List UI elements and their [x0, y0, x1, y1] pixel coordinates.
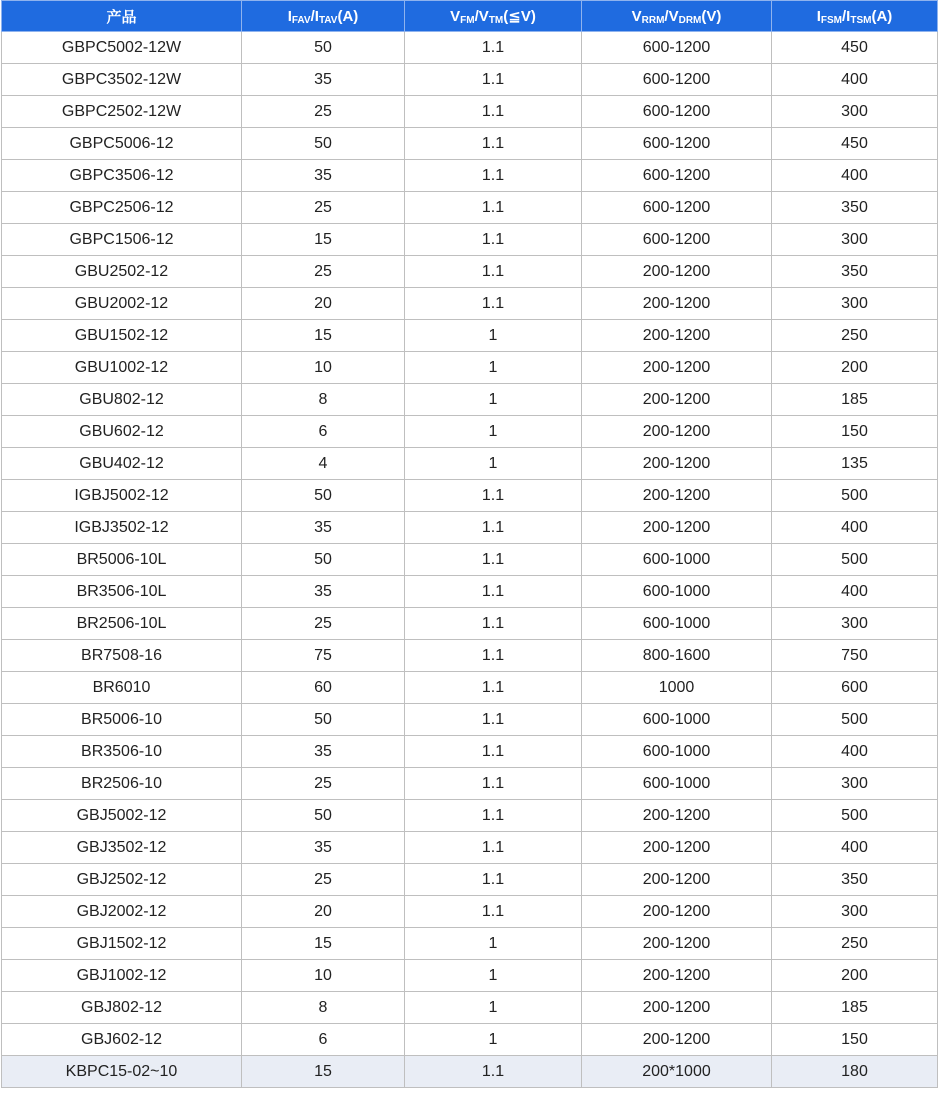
- table-row: [2, 256, 938, 288]
- table-row: [2, 160, 938, 192]
- product-cell: KBPC15-02~10: [2, 1056, 242, 1088]
- reverse-voltage-cell: 600-1200: [582, 128, 772, 160]
- product-cell: GBU1502-12: [2, 320, 242, 352]
- forward-voltage-cell: 1.1: [405, 832, 582, 864]
- product-cell: BR3506-10L: [2, 576, 242, 608]
- reverse-voltage-cell: 200-1200: [582, 384, 772, 416]
- surge-current-cell: 250: [772, 928, 938, 960]
- forward-voltage-cell: 1.1: [405, 768, 582, 800]
- reverse-voltage-cell: 600-1200: [582, 64, 772, 96]
- average-current-cell: 15: [242, 320, 405, 352]
- product-cell: GBU802-12: [2, 384, 242, 416]
- product-cell: BR3506-10: [2, 736, 242, 768]
- surge-current-cell: 600: [772, 672, 938, 704]
- product-cell: GBJ1502-12: [2, 928, 242, 960]
- product-spec-table: [1, 0, 938, 1088]
- surge-current-cell: 250: [772, 320, 938, 352]
- reverse-voltage-cell: 600-1000: [582, 704, 772, 736]
- header-average-current: $I_{FAV}/I_{TAV}(A)$: [242, 1, 405, 32]
- forward-voltage-cell: 1.1: [405, 896, 582, 928]
- average-current-cell: 60: [242, 672, 405, 704]
- surge-current-cell: 500: [772, 704, 938, 736]
- average-current-cell: 15: [242, 224, 405, 256]
- table-row: [2, 96, 938, 128]
- product-cell: GBPC5006-12: [2, 128, 242, 160]
- surge-current-cell: 500: [772, 544, 938, 576]
- average-current-cell: 35: [242, 160, 405, 192]
- surge-current-cell: 350: [772, 864, 938, 896]
- average-current-cell: 35: [242, 512, 405, 544]
- table-row: [2, 32, 938, 64]
- table-row: [2, 800, 938, 832]
- reverse-voltage-cell: 200-1200: [582, 320, 772, 352]
- forward-voltage-cell: 1.1: [405, 576, 582, 608]
- table-row: [2, 704, 938, 736]
- average-current-cell: 25: [242, 608, 405, 640]
- reverse-voltage-cell: 200*1000: [582, 1056, 772, 1088]
- average-current-cell: 50: [242, 128, 405, 160]
- product-cell: GBU402-12: [2, 448, 242, 480]
- table-row: [2, 512, 938, 544]
- average-current-cell: 25: [242, 256, 405, 288]
- average-current-cell: 35: [242, 832, 405, 864]
- forward-voltage-cell: 1.1: [405, 704, 582, 736]
- forward-voltage-cell: 1: [405, 928, 582, 960]
- reverse-voltage-cell: 200-1200: [582, 864, 772, 896]
- reverse-voltage-cell: 600-1200: [582, 160, 772, 192]
- forward-voltage-cell: 1.1: [405, 32, 582, 64]
- table-row: [2, 480, 938, 512]
- product-cell: GBU602-12: [2, 416, 242, 448]
- surge-current-cell: 450: [772, 32, 938, 64]
- reverse-voltage-cell: 200-1200: [582, 960, 772, 992]
- product-cell: GBU2502-12: [2, 256, 242, 288]
- forward-voltage-cell: 1: [405, 1024, 582, 1056]
- average-current-cell: 25: [242, 864, 405, 896]
- reverse-voltage-cell: 200-1200: [582, 352, 772, 384]
- forward-voltage-cell: 1.1: [405, 224, 582, 256]
- product-cell: BR7508-16: [2, 640, 242, 672]
- reverse-voltage-cell: 200-1200: [582, 288, 772, 320]
- table-row: [2, 928, 938, 960]
- average-current-cell: 20: [242, 896, 405, 928]
- table-row: [2, 544, 938, 576]
- product-cell: GBJ5002-12: [2, 800, 242, 832]
- table-row: [2, 448, 938, 480]
- product-cell: GBU1002-12: [2, 352, 242, 384]
- forward-voltage-cell: 1: [405, 320, 582, 352]
- forward-voltage-cell: 1.1: [405, 480, 582, 512]
- surge-current-cell: 200: [772, 960, 938, 992]
- forward-voltage-cell: 1.1: [405, 288, 582, 320]
- table-row: [2, 1024, 938, 1056]
- surge-current-cell: 150: [772, 1024, 938, 1056]
- surge-current-cell: 400: [772, 64, 938, 96]
- table-row: [2, 384, 938, 416]
- table-row: [2, 640, 938, 672]
- reverse-voltage-cell: 600-1200: [582, 96, 772, 128]
- reverse-voltage-cell: 200-1200: [582, 896, 772, 928]
- forward-voltage-cell: 1.1: [405, 160, 582, 192]
- reverse-voltage-cell: 200-1200: [582, 992, 772, 1024]
- surge-current-cell: 400: [772, 832, 938, 864]
- forward-voltage-cell: 1: [405, 384, 582, 416]
- header-surge-current: $I_{FSM}/I_{TSM}(A)$: [772, 1, 938, 32]
- forward-voltage-cell: 1: [405, 416, 582, 448]
- reverse-voltage-cell: 200-1200: [582, 800, 772, 832]
- table-row: [2, 192, 938, 224]
- surge-current-cell: 135: [772, 448, 938, 480]
- product-cell: GBJ1002-12: [2, 960, 242, 992]
- reverse-voltage-cell: 600-1000: [582, 576, 772, 608]
- average-current-cell: 25: [242, 768, 405, 800]
- header-forward-voltage: $V_{FM}/V_{TM}(≦V)$: [405, 1, 582, 32]
- average-current-cell: 8: [242, 992, 405, 1024]
- surge-current-cell: 350: [772, 192, 938, 224]
- product-cell: GBJ3502-12: [2, 832, 242, 864]
- average-current-cell: 35: [242, 64, 405, 96]
- product-cell: GBPC3506-12: [2, 160, 242, 192]
- reverse-voltage-cell: 200-1200: [582, 416, 772, 448]
- surge-current-cell: 400: [772, 736, 938, 768]
- surge-current-cell: 400: [772, 160, 938, 192]
- average-current-cell: 35: [242, 576, 405, 608]
- average-current-cell: 15: [242, 928, 405, 960]
- surge-current-cell: 750: [772, 640, 938, 672]
- product-cell: BR5006-10L: [2, 544, 242, 576]
- product-cell: GBU2002-12: [2, 288, 242, 320]
- table-row: [2, 960, 938, 992]
- reverse-voltage-cell: 200-1200: [582, 928, 772, 960]
- table-body: [2, 32, 938, 1088]
- forward-voltage-cell: 1.1: [405, 256, 582, 288]
- table-row: [2, 896, 938, 928]
- surge-current-cell: 450: [772, 128, 938, 160]
- forward-voltage-cell: 1.1: [405, 800, 582, 832]
- header-reverse-voltage: $V_{RRM}/V_{DRM}(V)$: [582, 1, 772, 32]
- average-current-cell: 50: [242, 544, 405, 576]
- average-current-cell: 50: [242, 800, 405, 832]
- reverse-voltage-cell: 600-1200: [582, 32, 772, 64]
- table-row: [2, 224, 938, 256]
- reverse-voltage-cell: 600-1000: [582, 544, 772, 576]
- table-row: [2, 736, 938, 768]
- forward-voltage-cell: 1.1: [405, 1056, 582, 1088]
- reverse-voltage-cell: 600-1000: [582, 608, 772, 640]
- reverse-voltage-cell: 800-1600: [582, 640, 772, 672]
- product-cell: GBPC2506-12: [2, 192, 242, 224]
- forward-voltage-cell: 1.1: [405, 608, 582, 640]
- forward-voltage-cell: 1.1: [405, 640, 582, 672]
- reverse-voltage-cell: 200-1200: [582, 256, 772, 288]
- table-row: [2, 352, 938, 384]
- average-current-cell: 8: [242, 384, 405, 416]
- reverse-voltage-cell: 200-1200: [582, 448, 772, 480]
- average-current-cell: 25: [242, 96, 405, 128]
- average-current-cell: 6: [242, 1024, 405, 1056]
- table-row: [2, 320, 938, 352]
- surge-current-cell: 300: [772, 608, 938, 640]
- reverse-voltage-cell: 200-1200: [582, 1024, 772, 1056]
- forward-voltage-cell: 1.1: [405, 512, 582, 544]
- average-current-cell: 25: [242, 192, 405, 224]
- forward-voltage-cell: 1.1: [405, 128, 582, 160]
- average-current-cell: 10: [242, 960, 405, 992]
- surge-current-cell: 300: [772, 288, 938, 320]
- average-current-cell: 50: [242, 480, 405, 512]
- product-cell: GBJ2502-12: [2, 864, 242, 896]
- average-current-cell: 6: [242, 416, 405, 448]
- product-cell: BR2506-10: [2, 768, 242, 800]
- average-current-cell: 50: [242, 704, 405, 736]
- surge-current-cell: 500: [772, 480, 938, 512]
- surge-current-cell: 185: [772, 992, 938, 1024]
- table-row: [2, 992, 938, 1024]
- forward-voltage-cell: 1: [405, 992, 582, 1024]
- forward-voltage-cell: 1.1: [405, 544, 582, 576]
- table-row: [2, 864, 938, 896]
- table-row: [2, 288, 938, 320]
- surge-current-cell: 300: [772, 896, 938, 928]
- reverse-voltage-cell: 600-1200: [582, 192, 772, 224]
- product-cell: IGBJ3502-12: [2, 512, 242, 544]
- reverse-voltage-cell: 200-1200: [582, 512, 772, 544]
- table-row: [2, 672, 938, 704]
- table-row: [2, 768, 938, 800]
- product-cell: GBPC1506-12: [2, 224, 242, 256]
- average-current-cell: 75: [242, 640, 405, 672]
- surge-current-cell: 300: [772, 768, 938, 800]
- table-row: [2, 608, 938, 640]
- surge-current-cell: 200: [772, 352, 938, 384]
- forward-voltage-cell: 1: [405, 960, 582, 992]
- forward-voltage-cell: 1: [405, 352, 582, 384]
- product-cell: BR2506-10L: [2, 608, 242, 640]
- product-cell: GBJ2002-12: [2, 896, 242, 928]
- reverse-voltage-cell: 200-1200: [582, 480, 772, 512]
- table-row: [2, 416, 938, 448]
- table-row: [2, 64, 938, 96]
- forward-voltage-cell: 1.1: [405, 192, 582, 224]
- average-current-cell: 20: [242, 288, 405, 320]
- reverse-voltage-cell: 600-1200: [582, 224, 772, 256]
- forward-voltage-cell: 1.1: [405, 864, 582, 896]
- product-cell: IGBJ5002-12: [2, 480, 242, 512]
- forward-voltage-cell: 1: [405, 448, 582, 480]
- table-row: [2, 832, 938, 864]
- surge-current-cell: 150: [772, 416, 938, 448]
- surge-current-cell: 400: [772, 576, 938, 608]
- average-current-cell: 10: [242, 352, 405, 384]
- surge-current-cell: 300: [772, 224, 938, 256]
- product-cell: BR5006-10: [2, 704, 242, 736]
- product-cell: GBPC5002-12W: [2, 32, 242, 64]
- average-current-cell: 50: [242, 32, 405, 64]
- header-product: 产品: [2, 1, 242, 32]
- forward-voltage-cell: 1.1: [405, 672, 582, 704]
- table-header: [2, 1, 938, 32]
- forward-voltage-cell: 1.1: [405, 96, 582, 128]
- product-cell: BR6010: [2, 672, 242, 704]
- average-current-cell: 4: [242, 448, 405, 480]
- average-current-cell: 15: [242, 1056, 405, 1088]
- table-row: [2, 576, 938, 608]
- reverse-voltage-cell: 1000: [582, 672, 772, 704]
- forward-voltage-cell: 1.1: [405, 64, 582, 96]
- surge-current-cell: 180: [772, 1056, 938, 1088]
- surge-current-cell: 350: [772, 256, 938, 288]
- surge-current-cell: 500: [772, 800, 938, 832]
- product-cell: GBJ602-12: [2, 1024, 242, 1056]
- table-row: [2, 1056, 938, 1088]
- table-row: [2, 128, 938, 160]
- surge-current-cell: 400: [772, 512, 938, 544]
- surge-current-cell: 300: [772, 96, 938, 128]
- product-cell: GBPC3502-12W: [2, 64, 242, 96]
- reverse-voltage-cell: 200-1200: [582, 832, 772, 864]
- surge-current-cell: 185: [772, 384, 938, 416]
- reverse-voltage-cell: 600-1000: [582, 768, 772, 800]
- product-cell: GBPC2502-12W: [2, 96, 242, 128]
- average-current-cell: 35: [242, 736, 405, 768]
- header-row: [2, 1, 938, 32]
- product-cell: GBJ802-12: [2, 992, 242, 1024]
- reverse-voltage-cell: 600-1000: [582, 736, 772, 768]
- forward-voltage-cell: 1.1: [405, 736, 582, 768]
